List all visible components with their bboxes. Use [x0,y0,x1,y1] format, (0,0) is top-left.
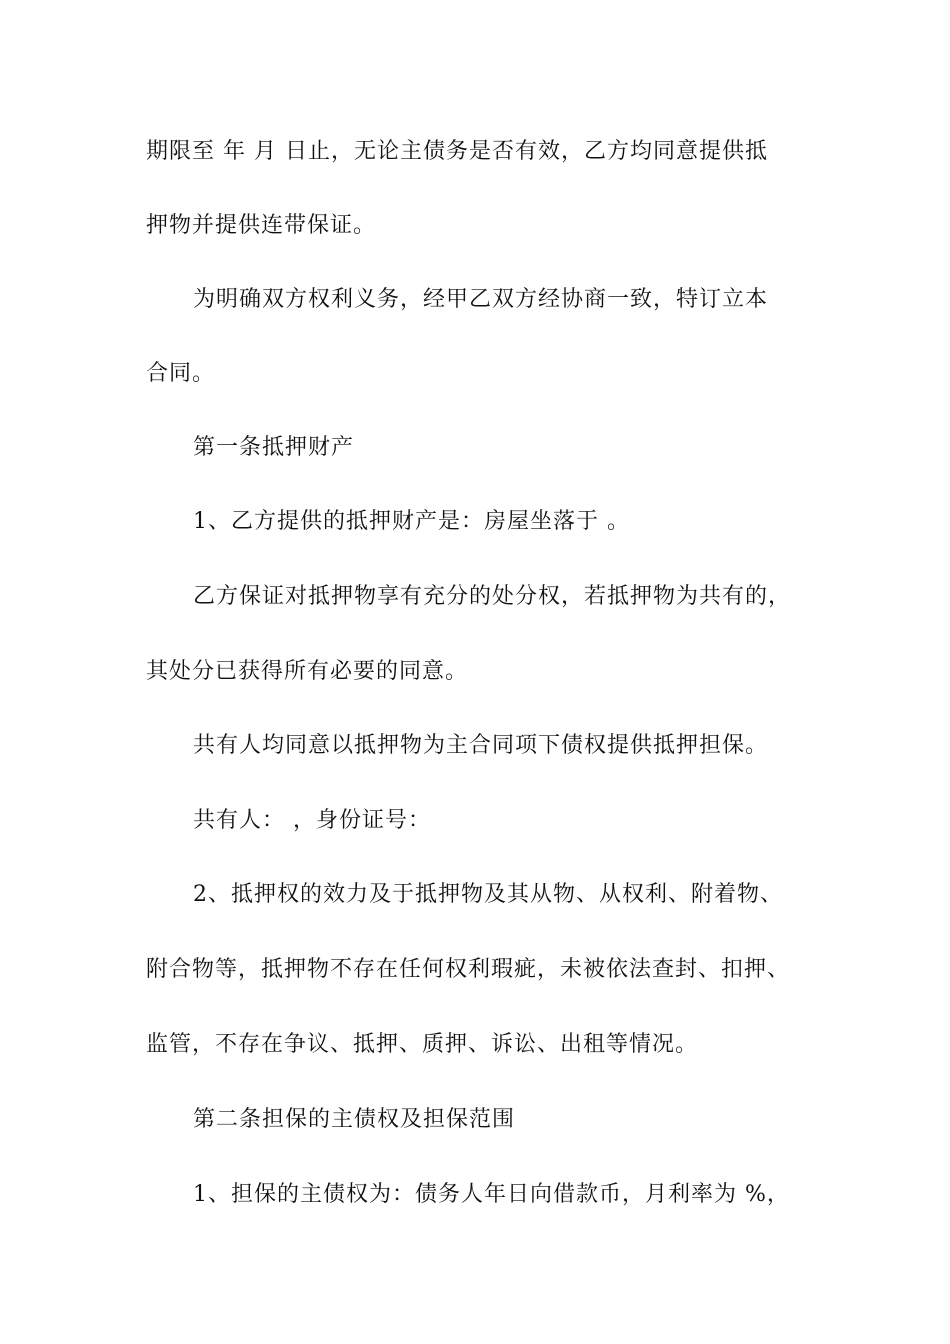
section-heading: 第二条担保的主债权及担保范围 [193,1107,516,1132]
text-line: 监管，不存在争议、抵押、质押、诉讼、出租等情况。 [146,1032,699,1057]
text-line: 共有人均同意以抵押物为主合同项下债权提供抵押担保。 [193,733,769,758]
text-line: 期限至 年 月 日止，无论主债务是否有效，乙方均同意提供抵 [146,139,768,164]
text-line: 为明确双方权利义务，经甲乙双方经协商一致，特订立本 [193,287,769,312]
text-line: 其处分已获得所有必要的同意。 [146,659,469,684]
text-line: 乙方保证对抵押物享有充分的处分权，若抵押物为共有的， [193,584,792,609]
text-line: 1、担保的主债权为：债务人年日向借款币，月利率为 %， [193,1182,790,1207]
text-line: 共有人： ，身份证号： [193,808,431,833]
text-line: 附合物等，抵押物不存在任何权利瑕疵，未被依法查封、扣押、 [146,957,791,982]
section-heading: 第一条抵押财产 [193,435,355,460]
text-line: 押物并提供连带保证。 [146,213,377,238]
text-line: 1、乙方提供的抵押财产是：房屋坐落于 。 [193,509,630,534]
text-line: 2、抵押权的效力及于抵押物及其从物、从权利、附着物、 [193,882,783,907]
text-line: 合同。 [146,361,216,386]
